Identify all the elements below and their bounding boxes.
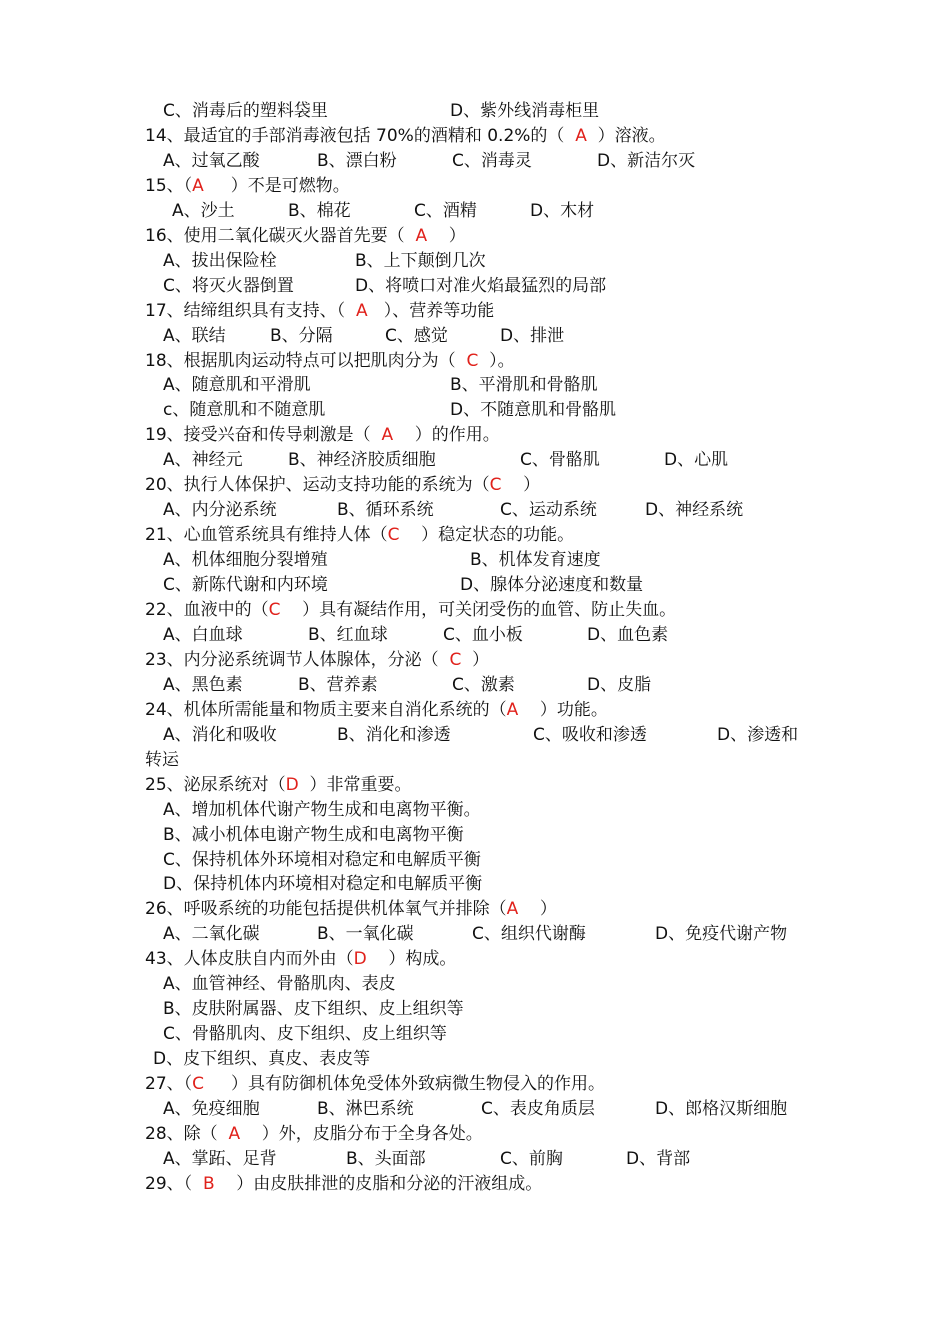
line-text: A、内分泌系统 (163, 500, 277, 521)
line-text: ）。 (478, 350, 515, 371)
line-text: 27、（ (145, 1074, 193, 1095)
line-text: D、排泄 (500, 325, 565, 346)
line-text: A、随意肌和平滑肌 (163, 375, 311, 396)
line-text: 14、最适宜的手部消毒液包括 70%的酒精和 0.2%的（ (145, 125, 576, 146)
line-text: A、消化和吸收 (163, 724, 277, 745)
text-line (317, 1098, 414, 1120)
line-text: C、新陈代谢和内环境 (163, 575, 328, 596)
line-text: D、皮脂 (587, 674, 652, 695)
line-text: D、郎格汉斯细胞 (655, 1099, 788, 1119)
line-text: C、酒精 (414, 200, 477, 221)
text-line (270, 325, 333, 347)
line-text: C、前胸 (500, 1148, 563, 1169)
line-text: D、腺体分泌速度和数量 (460, 575, 644, 596)
text-line (163, 873, 482, 895)
line-text: B、循环系统 (337, 500, 434, 521)
text-line (717, 724, 798, 746)
text-line (500, 325, 564, 347)
line-text: A、二氧化碳 (163, 924, 260, 945)
line-text: 23、内分泌系统调节人体腺体，分泌（ (145, 649, 450, 670)
text-line (655, 1098, 787, 1120)
line-text: c、随意肌和不随意肌 (163, 400, 326, 421)
answer-mark: B (202, 1173, 215, 1194)
line-text: ）由皮肤排泄的皮脂和分泌的汗液组成。 (214, 1173, 543, 1194)
text-line (385, 325, 448, 347)
line-text: 43、人体皮肤自内而外由（ (145, 949, 354, 970)
line-text: ）不是可燃物。 (203, 175, 350, 196)
line-text: 21、心血管系统具有维持人体（ (145, 525, 388, 546)
text-line (587, 624, 668, 646)
line-text: A、拔出保险栓 (163, 250, 277, 271)
text-line (145, 424, 500, 446)
text-line (645, 499, 743, 521)
text-line (337, 499, 434, 521)
answer-mark: D (353, 949, 367, 970)
text-line (414, 200, 477, 222)
text-line (163, 574, 328, 596)
line-text: B、消化和渗透 (337, 724, 451, 745)
text-line (163, 799, 481, 821)
line-text: ） (518, 899, 557, 920)
line-text: D、渗透和 (717, 724, 799, 745)
text-line (587, 674, 651, 696)
text-line (163, 998, 464, 1020)
text-line (450, 399, 616, 421)
text-line (163, 1098, 260, 1120)
line-text: C、血小板 (443, 624, 523, 645)
line-text: A、增加机体代谢产物生成和电离物平衡。 (163, 799, 481, 820)
line-text: 20、执行人体保护、运动支持功能的系统为（ (145, 475, 490, 496)
text-line (163, 549, 328, 571)
text-line (145, 300, 494, 322)
text-line (450, 374, 598, 396)
answer-mark: A (506, 699, 519, 720)
text-line (145, 599, 676, 621)
text-line (163, 724, 277, 746)
answer-mark: A (415, 225, 428, 246)
text-line (163, 824, 464, 846)
text-line (163, 100, 328, 122)
line-text: B、红血球 (308, 624, 388, 645)
line-text: ）、营养等功能 (367, 300, 495, 321)
text-line (520, 449, 600, 471)
line-text: B、皮肤附属器、皮下组织、皮上组织等 (163, 999, 464, 1020)
line-text: D、背部 (626, 1148, 691, 1169)
line-text: 19、接受兴奋和传导刺激是（ (145, 425, 382, 446)
text-line (163, 923, 260, 945)
text-line (288, 449, 436, 471)
line-text: D、将喷口对准火焰最猛烈的局部 (355, 275, 607, 296)
line-text: D、保持机体内环境相对稳定和电解质平衡 (163, 874, 483, 895)
line-text: 15、（ (145, 175, 193, 196)
text-line (145, 898, 557, 920)
text-line (163, 399, 325, 421)
text-line (163, 1023, 447, 1045)
text-line (500, 1148, 563, 1170)
line-text: D、木材 (530, 200, 595, 221)
line-text: C、组织代谢酶 (472, 924, 586, 945)
line-text: 17、结缔组织具有支持、（ (145, 300, 356, 321)
answer-mark: A (355, 300, 368, 321)
text-line (355, 275, 606, 297)
answer-mark: C (449, 649, 462, 670)
line-text: C、保持机体外环境相对稳定和电解质平衡 (163, 849, 481, 870)
line-text: D、免疫代谢产物 (655, 924, 788, 945)
answer-mark: A (381, 425, 394, 446)
text-line (450, 100, 599, 122)
line-text: D、皮下组织、真皮、表皮等 (153, 1049, 371, 1070)
text-line (163, 150, 260, 172)
text-line (163, 325, 226, 347)
text-line (145, 225, 466, 247)
answer-mark: C (268, 600, 281, 620)
line-text: ）功能。 (518, 699, 608, 720)
line-text: ）构成。 (366, 949, 457, 970)
text-line (530, 200, 594, 222)
line-text: C、骨骼肌肉、皮下组织、皮上组织等 (163, 1024, 447, 1045)
text-line (533, 724, 647, 746)
text-line (163, 449, 243, 471)
line-text: A、联结 (163, 325, 226, 346)
text-line (163, 250, 277, 272)
answer-mark: C (489, 475, 502, 496)
line-text: A、黑色素 (163, 674, 243, 695)
answer-mark: D (285, 774, 299, 795)
line-text: B、机体发育速度 (470, 550, 601, 571)
text-line (472, 923, 586, 945)
text-line (145, 175, 350, 197)
text-line (308, 624, 388, 646)
line-text: ）非常重要。 (298, 774, 412, 795)
text-line (145, 1073, 605, 1095)
text-line (337, 724, 451, 746)
text-line (355, 250, 486, 272)
text-line (655, 923, 787, 945)
line-text: D、心肌 (664, 450, 729, 471)
line-text: A、白血球 (163, 624, 243, 645)
text-line (288, 200, 351, 222)
line-text: B、一氧化碳 (317, 924, 414, 945)
text-line (153, 1048, 370, 1070)
text-line (145, 125, 666, 147)
line-text: B、头面部 (346, 1148, 426, 1169)
line-text: ） (501, 475, 541, 496)
line-text: B、减小机体电谢产物生成和电离物平衡 (163, 824, 464, 845)
text-line (460, 574, 643, 596)
line-text: D、不随意肌和骨骼肌 (450, 400, 617, 421)
text-line (145, 474, 540, 496)
text-line (626, 1148, 690, 1170)
line-text: A、掌跖、足背 (163, 1148, 277, 1169)
text-line (317, 150, 397, 172)
text-line (346, 1148, 426, 1170)
text-line (163, 849, 481, 871)
text-line (664, 449, 728, 471)
answer-mark: A (228, 1123, 241, 1144)
line-text: 25、泌尿系统对（ (145, 774, 286, 795)
text-line (470, 549, 601, 571)
line-text: C、将灭火器倒置 (163, 275, 294, 296)
line-text: ）稳定状态的功能。 (399, 525, 575, 546)
text-line (145, 749, 179, 771)
line-text: 29、（ (145, 1173, 203, 1194)
line-text: 26、呼吸系统的功能包括提供机体氧气并排除（ (145, 899, 507, 920)
text-line (145, 699, 608, 721)
line-text: B、淋巴系统 (317, 1099, 414, 1119)
answer-mark: C (387, 525, 400, 546)
text-line (145, 350, 515, 372)
text-line (145, 524, 574, 546)
line-text: D、紫外线消毒柜里 (450, 101, 600, 121)
line-text: 转运 (145, 749, 179, 770)
text-line (163, 499, 277, 521)
text-line (145, 948, 456, 970)
line-text: A、免疫细胞 (163, 1099, 260, 1119)
text-line (172, 200, 235, 222)
line-text: ）的作用。 (393, 425, 500, 446)
line-text: C、骨骼肌 (520, 450, 600, 471)
text-line (145, 1173, 542, 1195)
line-text: C、激素 (452, 674, 515, 695)
line-text: C、表皮角质层 (481, 1099, 595, 1119)
line-text: A、血管神经、骨骼肌肉、表皮 (163, 974, 396, 995)
text-line (145, 649, 489, 671)
line-text: A、沙土 (172, 200, 235, 221)
text-line (163, 275, 294, 297)
text-line (163, 674, 243, 696)
line-text: B、上下颠倒几次 (355, 250, 486, 271)
answer-mark: A (575, 125, 587, 146)
answer-mark: C (192, 1074, 205, 1095)
line-text: C、感觉 (385, 325, 448, 346)
line-text: C、运动系统 (500, 500, 597, 521)
text-line (163, 374, 311, 396)
text-line (443, 624, 523, 646)
line-text: D、神经系统 (645, 500, 744, 521)
line-text: A、机体细胞分裂增殖 (163, 550, 328, 571)
text-line (145, 774, 412, 796)
line-text: B、营养素 (298, 674, 378, 695)
line-text: B、漂白粉 (317, 150, 397, 171)
text-line (163, 624, 243, 646)
line-text: C、消毒后的塑料袋里 (163, 101, 328, 121)
answer-mark: C (466, 350, 479, 371)
line-text: D、新洁尔灭 (597, 150, 696, 171)
text-line (500, 499, 597, 521)
text-line (145, 1123, 483, 1145)
line-text: B、神经济胶质细胞 (288, 450, 436, 471)
line-text: 16、使用二氧化碳灭火器首先要（ (145, 225, 416, 246)
line-text: C、吸收和渗透 (533, 724, 647, 745)
line-text: B、平滑肌和骨骼肌 (450, 375, 598, 396)
line-text: A、神经元 (163, 450, 243, 471)
line-text: ）外，皮脂分布于全身各处。 (240, 1123, 483, 1144)
line-text: 24、机体所需能量和物质主要来自消化系统的（ (145, 699, 507, 720)
line-text: 18、根据肌肉运动特点可以把肌肉分为（ (145, 350, 467, 371)
answer-mark: A (192, 175, 204, 196)
text-line (452, 150, 532, 172)
line-text: ） (461, 649, 490, 670)
answer-mark: A (506, 899, 519, 920)
text-line (163, 1148, 277, 1170)
line-text: ）溶液。 (586, 125, 666, 146)
line-text: A、过氧乙酸 (163, 150, 260, 171)
line-text: C、消毒灵 (452, 150, 532, 171)
text-line (481, 1098, 595, 1120)
text-line (317, 923, 414, 945)
line-text: ）具有防御机体免受体外致病微生物侵入的作用。 (204, 1074, 606, 1095)
line-text: ）具有凝结作用，可关闭受伤的血管、防止失血。 (280, 600, 677, 620)
line-text: 28、除（ (145, 1123, 229, 1144)
text-line (452, 674, 515, 696)
line-text: 22、血液中的（ (145, 600, 269, 620)
line-text: ） (427, 225, 466, 246)
text-line (597, 150, 695, 172)
line-text: B、棉花 (288, 200, 351, 221)
line-text: B、分隔 (270, 325, 333, 346)
line-text: D、血色素 (587, 624, 669, 645)
text-line (298, 674, 378, 696)
text-line (163, 973, 396, 995)
